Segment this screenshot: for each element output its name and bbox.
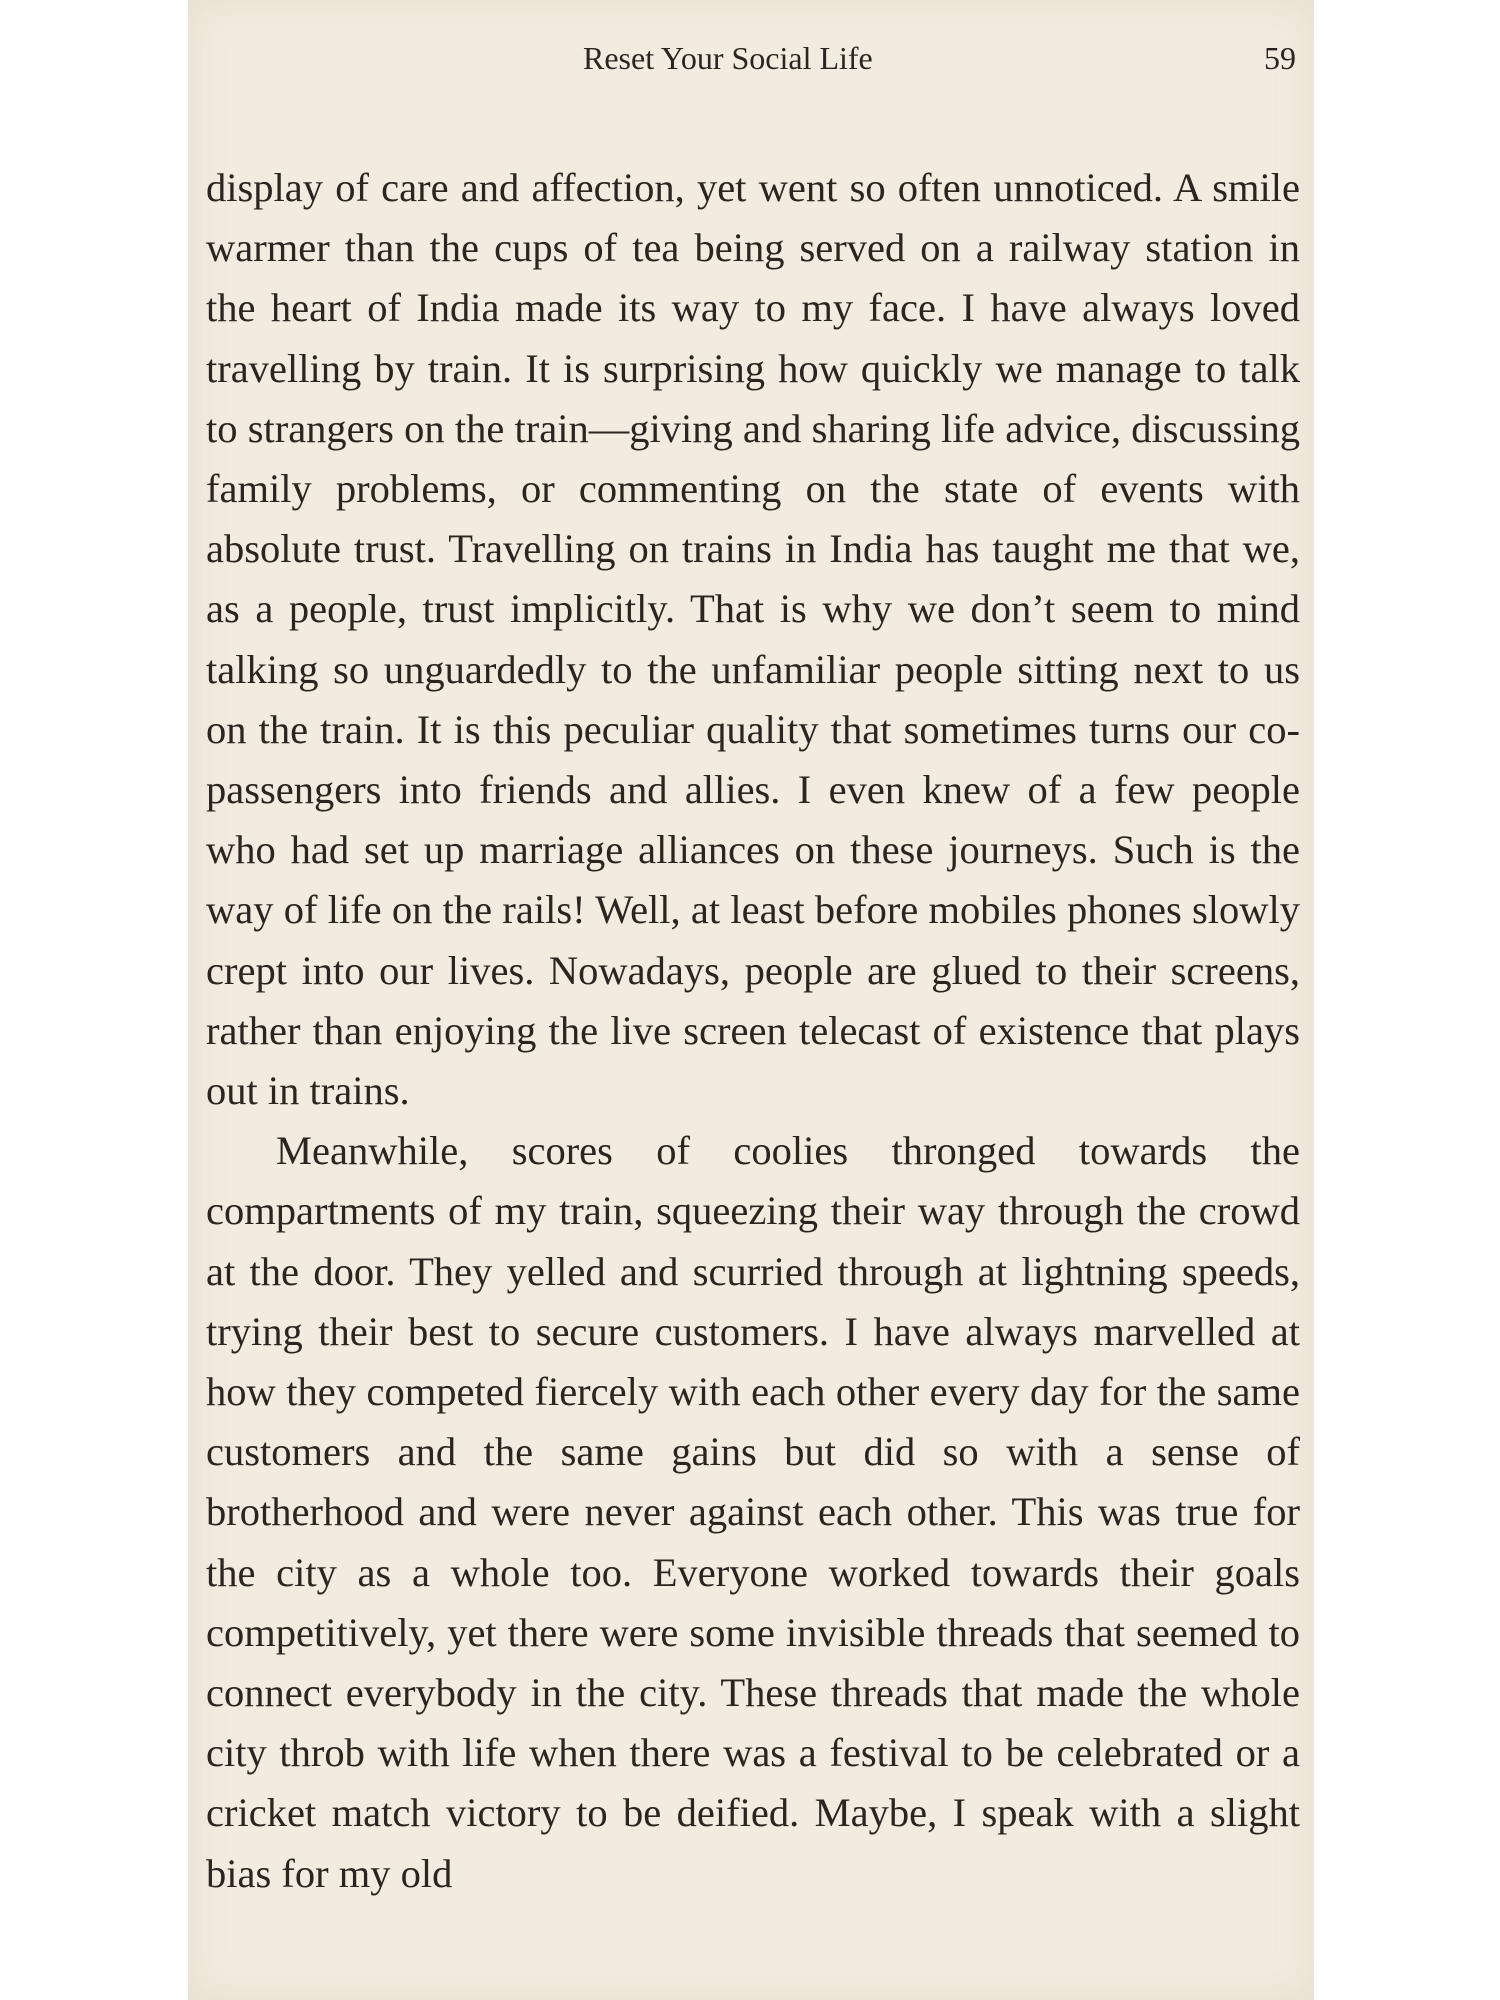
running-head xyxy=(188,40,1314,88)
book-page xyxy=(188,0,1314,2000)
paragraph-continued: display of care and affection, yet went so often unnoticed. A smile warmer than the cups of tea being served on a railway station in the heart of India made its way to my face. I have always loved travelling by train. It is surprising how quickly we manage to talk to strangers on the train—giving and sharing life advice, discussing family problems, or commenting on the state of events with absolute trust. Travelling on trains in India has taught me that we, as a people, trust implicitly. That is why we don’t seem to mind talking so unguardedly to the unfamiliar people sitting next to us on the train. It is this peculiar quality that sometimes turns our co-passengers into friends and allies. I even knew of a few people who had set up marriage alliances on these journeys. Such is the way of life on the rails! Well, at least before mobiles phones slowly crept into our lives. Nowadays, people are glued to their screens, rather than enjoying the live screen telecast of existence that plays out in trains. xyxy=(206,165,1300,1114)
running-title: Reset Your Social Life xyxy=(583,40,873,76)
page-number: 59 xyxy=(1264,40,1296,76)
body-text xyxy=(206,158,1300,1904)
paragraph-meanwhile: Meanwhile, scores of coolies thronged towards the compartments of my train, squeezing their way through the crowd at the door. They yelled and scurried through at lightning speeds, trying their best to secure customers. I have always marvelled at how they competed fiercely with each other every day for the same customers and the same gains but did so with a sense of brotherhood and were never against each other. This was true for the city as a whole too. Everyone worked towards their goals competitively, yet there were some invisible threads that seemed to connect everybody in the city. These threads that made the whole city throb with life when there was a festival to be celebrated or a cricket match victory to be deified. Maybe, I speak with a slight bias for my old xyxy=(206,1128,1300,1896)
